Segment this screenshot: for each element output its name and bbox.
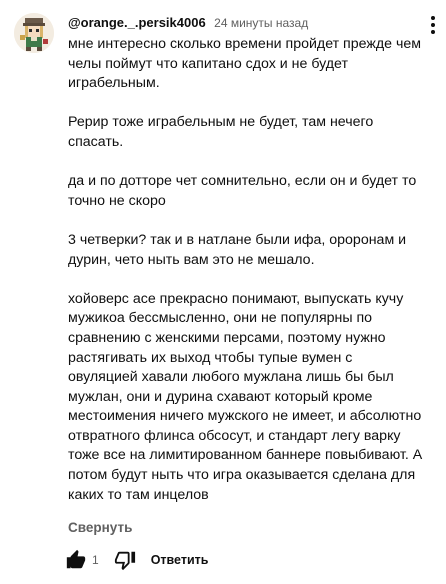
avatar-image [14,13,54,53]
comment-paragraph: 3 четверки? так и в натлане были ифа, ороронам и дурин, чето ныть вам это не мешало. [68,231,407,268]
comment-body [68,14,424,505]
reply-button[interactable]: Ответить [150,553,209,567]
comment-paragraph: мне интересно сколько времени пройдет прежде чем челы поймут что капитано сдох и не будет играбельным. [68,36,421,92]
collapse-button[interactable]: Свернуть [68,520,133,535]
comment-paragraph: Рерир тоже играбельным не будет, там нечего спасать. [68,114,374,150]
comment-paragraph: да и по дотторе чет сомнительно, если он и будет то точно не скоро [68,173,417,209]
avatar[interactable] [14,13,54,53]
comment-time[interactable]: 24 минуты назад [214,16,309,30]
comment-text [68,35,424,505]
comment-meta [68,14,424,32]
more-vert-icon[interactable] [426,16,440,36]
like-count: 1 [92,553,99,567]
comment-actions [62,546,208,574]
dislike-button[interactable] [111,546,139,574]
comment-paragraph: хойоверс асе прекрасно понимают, выпускать кучу мужикоа бессмысленно, они не популярны по сравнению с женскими персами, поэтому нужно растягивать их выход чтобы тупые вумен с овуляцией хавали любого мужлана лишь бы был мужлан, они и дурина схавают который кроме местоимения ничего мужского не имеет, и абсолютно отвратного флинса обсосут, и стандарт легу варку тоже все на лимитированном баннере повыбивают. А потом будут ныть что игра оказывается сделана для каких то там инцелов [68,290,423,503]
thumb-down-outline-icon [114,549,136,571]
like-button[interactable] [62,546,90,574]
author-name[interactable]: @orange._.persik4006 [68,15,206,30]
thumb-up-filled-icon [65,549,87,571]
